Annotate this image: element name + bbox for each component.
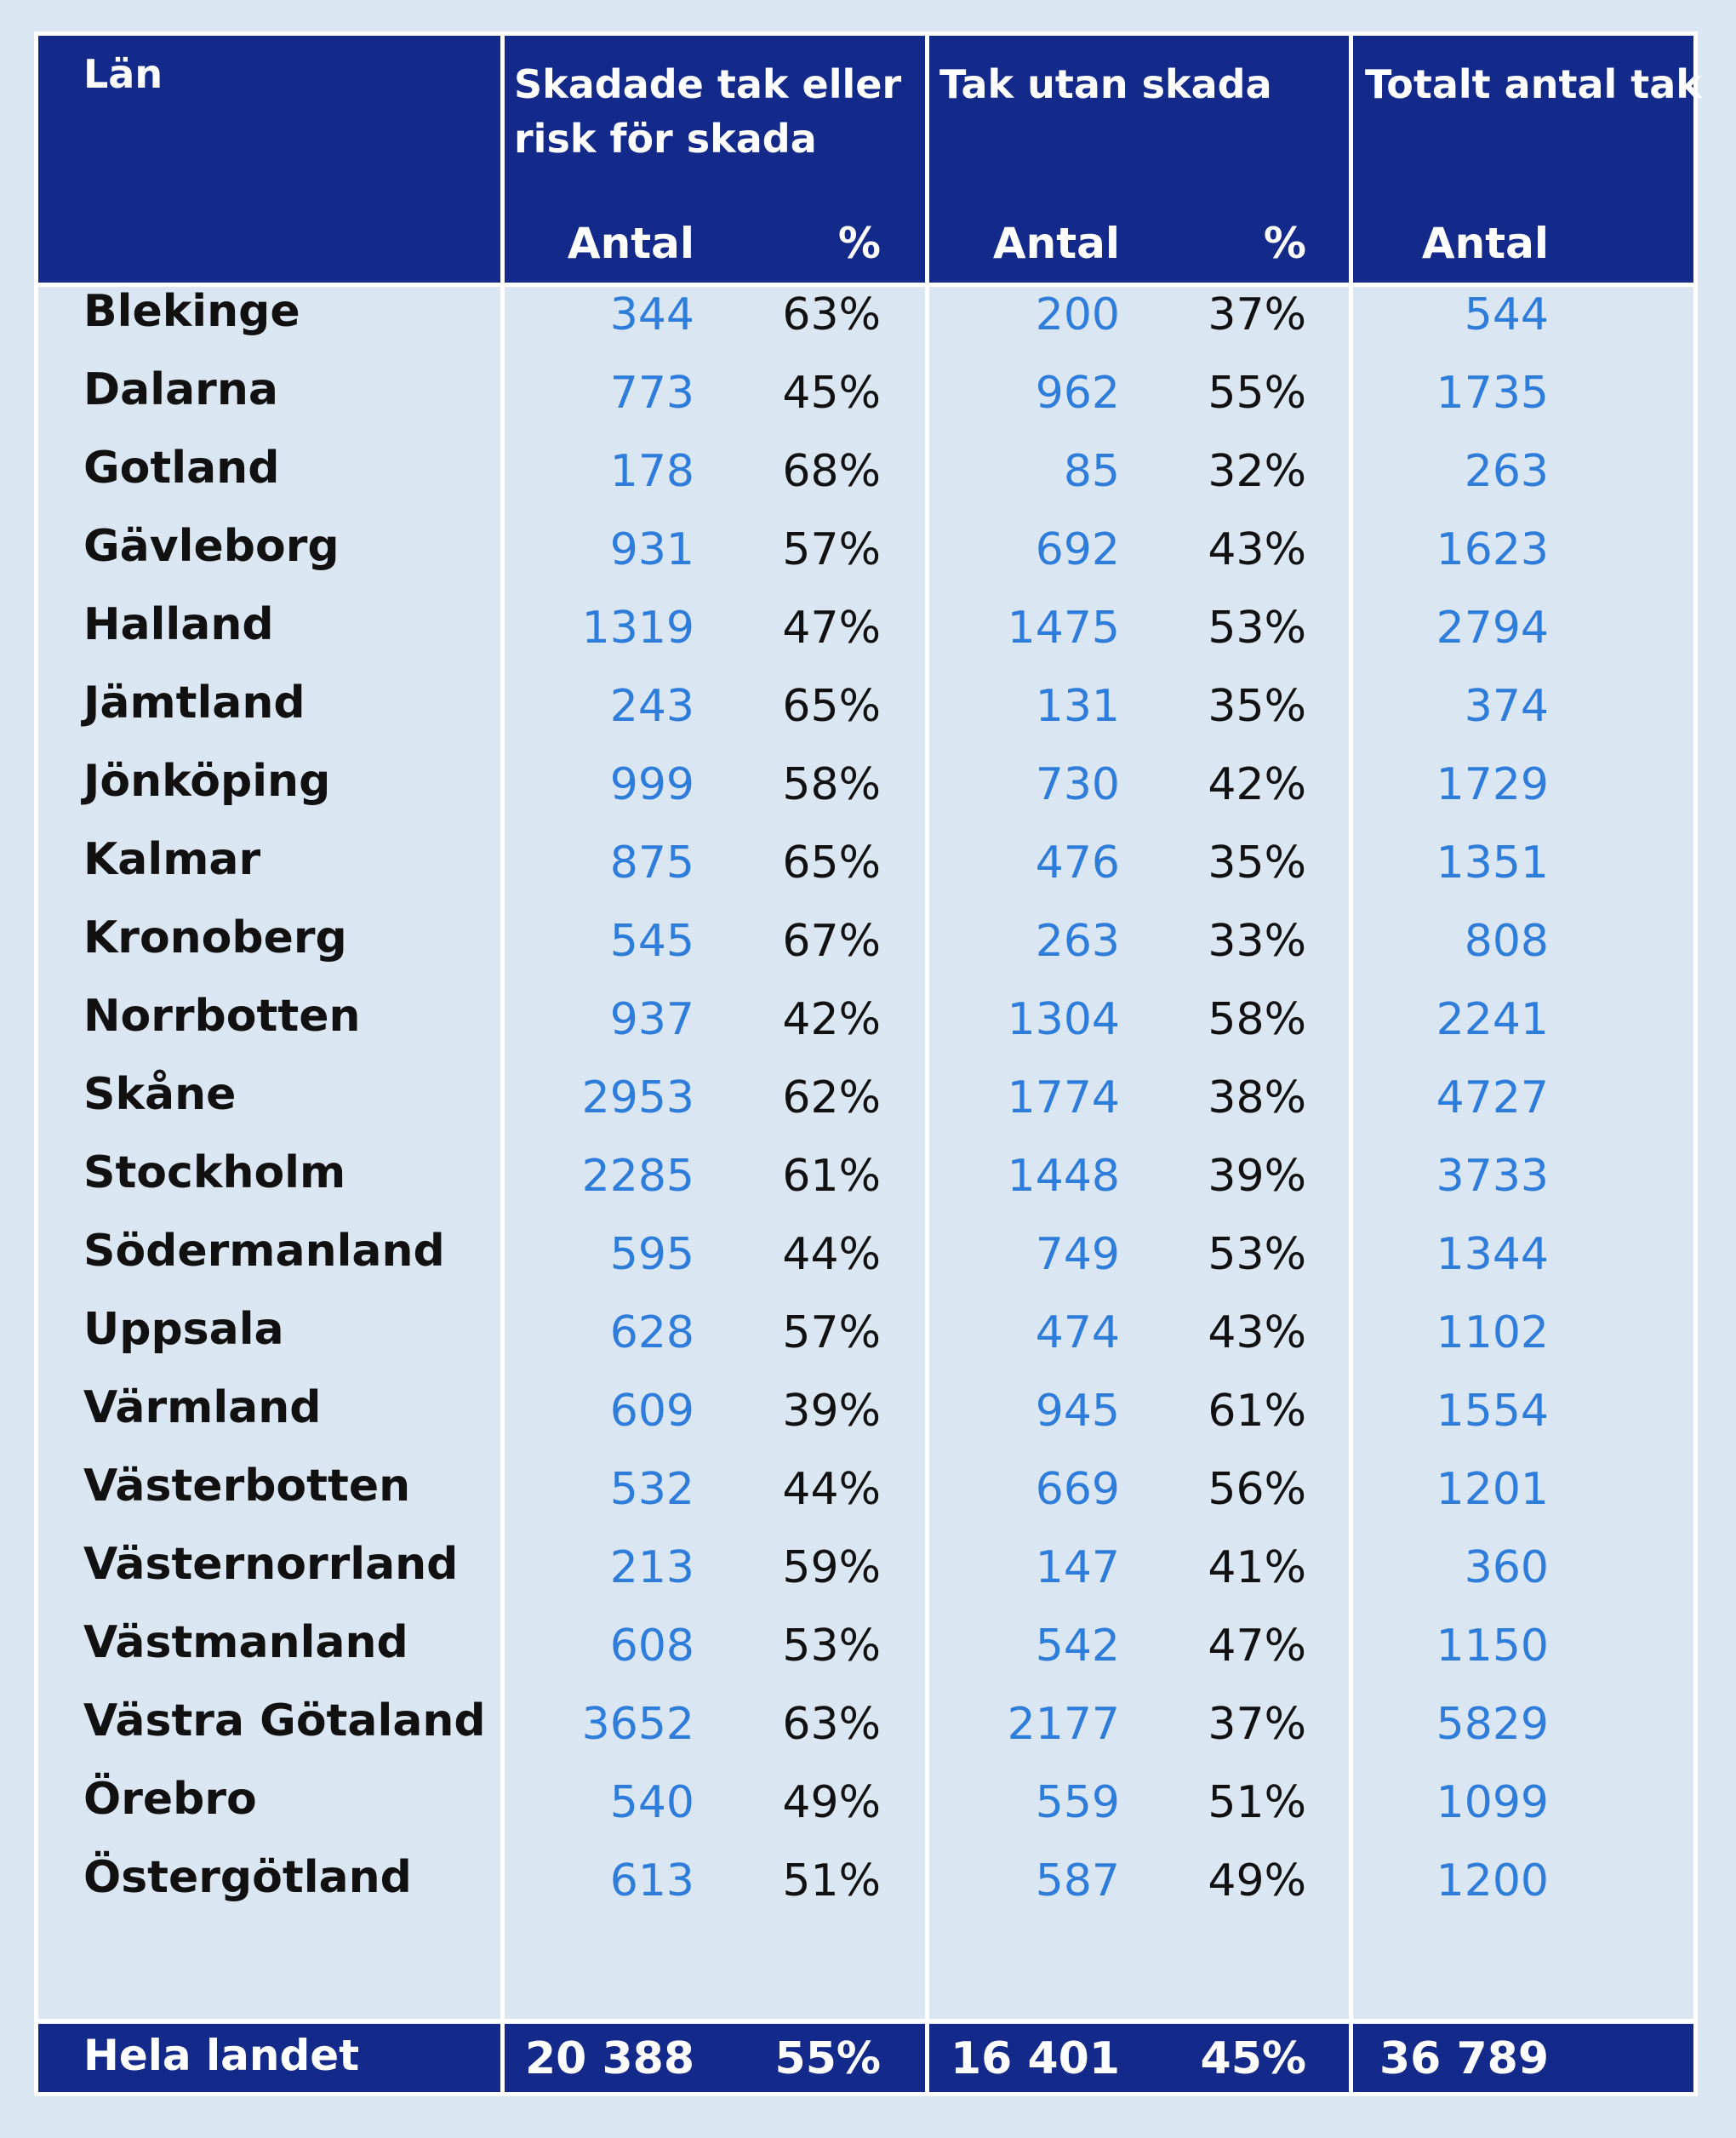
- total-count: 263: [1464, 446, 1549, 497]
- undamaged-percent: 47%: [1208, 1621, 1306, 1672]
- undamaged-percent: 42%: [1208, 759, 1306, 810]
- damaged-count: 999: [609, 759, 694, 810]
- county-name: Kalmar: [83, 834, 261, 885]
- undamaged-count: 730: [1035, 759, 1120, 810]
- totals-row: [0, 2024, 1736, 2094]
- damaged-percent: 57%: [782, 1307, 881, 1358]
- damaged-percent: 39%: [782, 1386, 881, 1437]
- total-count: 544: [1464, 289, 1549, 340]
- undamaged-count: 542: [1035, 1621, 1120, 1672]
- damaged-count: 608: [609, 1621, 694, 1672]
- table-row: [0, 902, 1736, 980]
- county-name: Norrbotten: [83, 991, 361, 1042]
- total-count: 2794: [1436, 603, 1549, 654]
- damaged-count: 595: [609, 1229, 694, 1280]
- undamaged-count: 263: [1035, 916, 1120, 967]
- undamaged-percent: 61%: [1208, 1386, 1306, 1437]
- undamaged-count: 85: [1063, 446, 1120, 497]
- undamaged-count: 749: [1035, 1229, 1120, 1280]
- undamaged-count: 476: [1035, 837, 1120, 889]
- damaged-percent: 53%: [782, 1621, 881, 1672]
- county-name: Västerbotten: [83, 1461, 411, 1512]
- county-name: Skåne: [83, 1069, 237, 1120]
- subheader-total-antal: Antal: [1421, 219, 1549, 268]
- damaged-count: 931: [609, 524, 694, 575]
- total-count: 1099: [1436, 1777, 1549, 1828]
- damaged-percent: 67%: [782, 916, 881, 967]
- damaged-count: 243: [609, 681, 694, 732]
- total-count: 1623: [1436, 524, 1549, 575]
- undamaged-count: 200: [1035, 289, 1120, 340]
- damaged-percent: 44%: [782, 1229, 881, 1280]
- totals-undamaged-percent: 45%: [1200, 2033, 1306, 2084]
- damaged-count: 773: [609, 368, 694, 419]
- county-name: Dalarna: [83, 364, 278, 415]
- damaged-count: 609: [609, 1386, 694, 1437]
- total-count: 808: [1464, 916, 1549, 967]
- damaged-count: 213: [609, 1542, 694, 1593]
- undamaged-count: 669: [1035, 1464, 1120, 1515]
- county-name: Västra Götaland: [83, 1695, 486, 1746]
- total-count: 4727: [1436, 1072, 1549, 1123]
- damaged-count: 1319: [581, 603, 694, 654]
- county-name: Blekinge: [83, 286, 300, 337]
- damaged-percent: 57%: [782, 524, 881, 575]
- table-row: [0, 511, 1736, 589]
- damaged-percent: 62%: [782, 1072, 881, 1123]
- damaged-percent: 63%: [782, 289, 881, 340]
- undamaged-percent: 41%: [1208, 1542, 1306, 1593]
- damaged-count: 545: [609, 916, 694, 967]
- table-row: [0, 1137, 1736, 1215]
- undamaged-count: 1304: [1007, 994, 1120, 1045]
- damaged-percent: 44%: [782, 1464, 881, 1515]
- totals-damaged-count: 20 388: [524, 2033, 694, 2084]
- county-name: Södermanland: [83, 1226, 445, 1277]
- undamaged-percent: 51%: [1208, 1777, 1306, 1828]
- undamaged-percent: 32%: [1208, 446, 1306, 497]
- undamaged-count: 131: [1035, 681, 1120, 732]
- table-row: [0, 1059, 1736, 1137]
- undamaged-count: 147: [1035, 1542, 1120, 1593]
- undamaged-count: 2177: [1007, 1699, 1120, 1750]
- county-name: Östergötland: [83, 1852, 412, 1903]
- table-row: [0, 1685, 1736, 1764]
- total-count: 1554: [1436, 1386, 1549, 1437]
- undamaged-percent: 38%: [1208, 1072, 1306, 1123]
- total-count: 1735: [1436, 368, 1549, 419]
- damaged-count: 2285: [581, 1151, 694, 1202]
- totals-damaged-percent: 55%: [774, 2033, 881, 2084]
- undamaged-count: 962: [1035, 368, 1120, 419]
- damaged-count: 532: [609, 1464, 694, 1515]
- total-count: 374: [1464, 681, 1549, 732]
- frame-top: [37, 31, 1695, 36]
- damaged-count: 628: [609, 1307, 694, 1358]
- table-row: [0, 824, 1736, 902]
- table-row: [0, 1215, 1736, 1294]
- county-name: Värmland: [83, 1382, 322, 1433]
- county-name: Kronoberg: [83, 912, 347, 963]
- damaged-count: 937: [609, 994, 694, 1045]
- county-name: Västmanland: [83, 1617, 408, 1668]
- total-count: 360: [1464, 1542, 1549, 1593]
- undamaged-percent: 55%: [1208, 368, 1306, 419]
- subheader-undamaged-antal: Antal: [992, 219, 1120, 268]
- table-row: [0, 1450, 1736, 1529]
- total-count: 1729: [1436, 759, 1549, 810]
- total-count: 3733: [1436, 1151, 1549, 1202]
- county-name: Stockholm: [83, 1147, 346, 1198]
- damaged-percent: 51%: [782, 1855, 881, 1906]
- header-lan: Län: [83, 51, 163, 97]
- damaged-percent: 47%: [782, 603, 881, 654]
- totals-undamaged-count: 16 401: [950, 2033, 1120, 2084]
- table-row: [0, 432, 1736, 511]
- undamaged-count: 1475: [1007, 603, 1120, 654]
- undamaged-percent: 56%: [1208, 1464, 1306, 1515]
- table-row: [0, 354, 1736, 432]
- undamaged-percent: 37%: [1208, 1699, 1306, 1750]
- damaged-percent: 45%: [782, 368, 881, 419]
- header-damaged-line1: Skadade tak eller: [514, 61, 902, 107]
- damaged-percent: 49%: [782, 1777, 881, 1828]
- table-row: [0, 276, 1736, 354]
- undamaged-percent: 49%: [1208, 1855, 1306, 1906]
- damaged-percent: 68%: [782, 446, 881, 497]
- totals-total-count: 36 789: [1379, 2033, 1549, 2084]
- damaged-percent: 58%: [782, 759, 881, 810]
- undamaged-percent: 33%: [1208, 916, 1306, 967]
- undamaged-count: 1448: [1007, 1151, 1120, 1202]
- undamaged-percent: 43%: [1208, 1307, 1306, 1358]
- subheader-damaged-antal: Antal: [567, 219, 694, 268]
- total-count: 1102: [1436, 1307, 1549, 1358]
- county-name: Örebro: [83, 1774, 257, 1825]
- undamaged-percent: 58%: [1208, 994, 1306, 1045]
- undamaged-count: 1774: [1007, 1072, 1120, 1123]
- undamaged-percent: 35%: [1208, 837, 1306, 889]
- county-name: Uppsala: [83, 1304, 284, 1355]
- damaged-count: 613: [609, 1855, 694, 1906]
- table-row: [0, 746, 1736, 824]
- total-count: 2241: [1436, 994, 1549, 1045]
- undamaged-percent: 53%: [1208, 603, 1306, 654]
- header-total: Totalt antal tak: [1365, 61, 1702, 107]
- table-row: [0, 589, 1736, 667]
- undamaged-percent: 53%: [1208, 1229, 1306, 1280]
- table-row: [0, 980, 1736, 1059]
- damaged-percent: 61%: [782, 1151, 881, 1202]
- total-count: 5829: [1436, 1699, 1549, 1750]
- total-count: 1201: [1436, 1464, 1549, 1515]
- damaged-count: 3652: [581, 1699, 694, 1750]
- undamaged-count: 559: [1035, 1777, 1120, 1828]
- totals-label: Hela landet: [83, 2031, 360, 2080]
- subheader-undamaged-pct: %: [1263, 219, 1306, 268]
- damaged-percent: 42%: [782, 994, 881, 1045]
- table-row: [0, 1764, 1736, 1842]
- county-name: Jämtland: [83, 677, 306, 729]
- header-undamaged: Tak utan skada: [939, 61, 1272, 107]
- subheader-damaged-pct: %: [837, 219, 881, 268]
- undamaged-count: 587: [1035, 1855, 1120, 1906]
- damaged-count: 540: [609, 1777, 694, 1828]
- damaged-percent: 63%: [782, 1699, 881, 1750]
- undamaged-count: 945: [1035, 1386, 1120, 1437]
- damaged-count: 344: [609, 289, 694, 340]
- damaged-percent: 65%: [782, 681, 881, 732]
- county-name: Västernorrland: [83, 1539, 459, 1590]
- table-row: [0, 1842, 1736, 1920]
- table-row: [0, 667, 1736, 746]
- county-name: Gotland: [83, 443, 280, 494]
- header-damaged-line2: risk för skada: [514, 116, 817, 162]
- county-name: Halland: [83, 599, 274, 650]
- table-row: [0, 1294, 1736, 1372]
- table-row: [0, 1529, 1736, 1607]
- county-name: Jönköping: [83, 756, 331, 807]
- undamaged-count: 692: [1035, 524, 1120, 575]
- county-name: Gävleborg: [83, 521, 340, 572]
- table-row: [0, 1372, 1736, 1450]
- total-count: 1351: [1436, 837, 1549, 889]
- damaged-count: 875: [609, 837, 694, 889]
- undamaged-percent: 43%: [1208, 524, 1306, 575]
- total-count: 1200: [1436, 1855, 1549, 1906]
- damaged-percent: 65%: [782, 837, 881, 889]
- damaged-count: 2953: [581, 1072, 694, 1123]
- undamaged-percent: 39%: [1208, 1151, 1306, 1202]
- total-count: 1150: [1436, 1621, 1549, 1672]
- damaged-percent: 59%: [782, 1542, 881, 1593]
- undamaged-count: 474: [1035, 1307, 1120, 1358]
- total-count: 1344: [1436, 1229, 1549, 1280]
- damaged-count: 178: [609, 446, 694, 497]
- undamaged-percent: 35%: [1208, 681, 1306, 732]
- table-row: [0, 1607, 1736, 1685]
- undamaged-percent: 37%: [1208, 289, 1306, 340]
